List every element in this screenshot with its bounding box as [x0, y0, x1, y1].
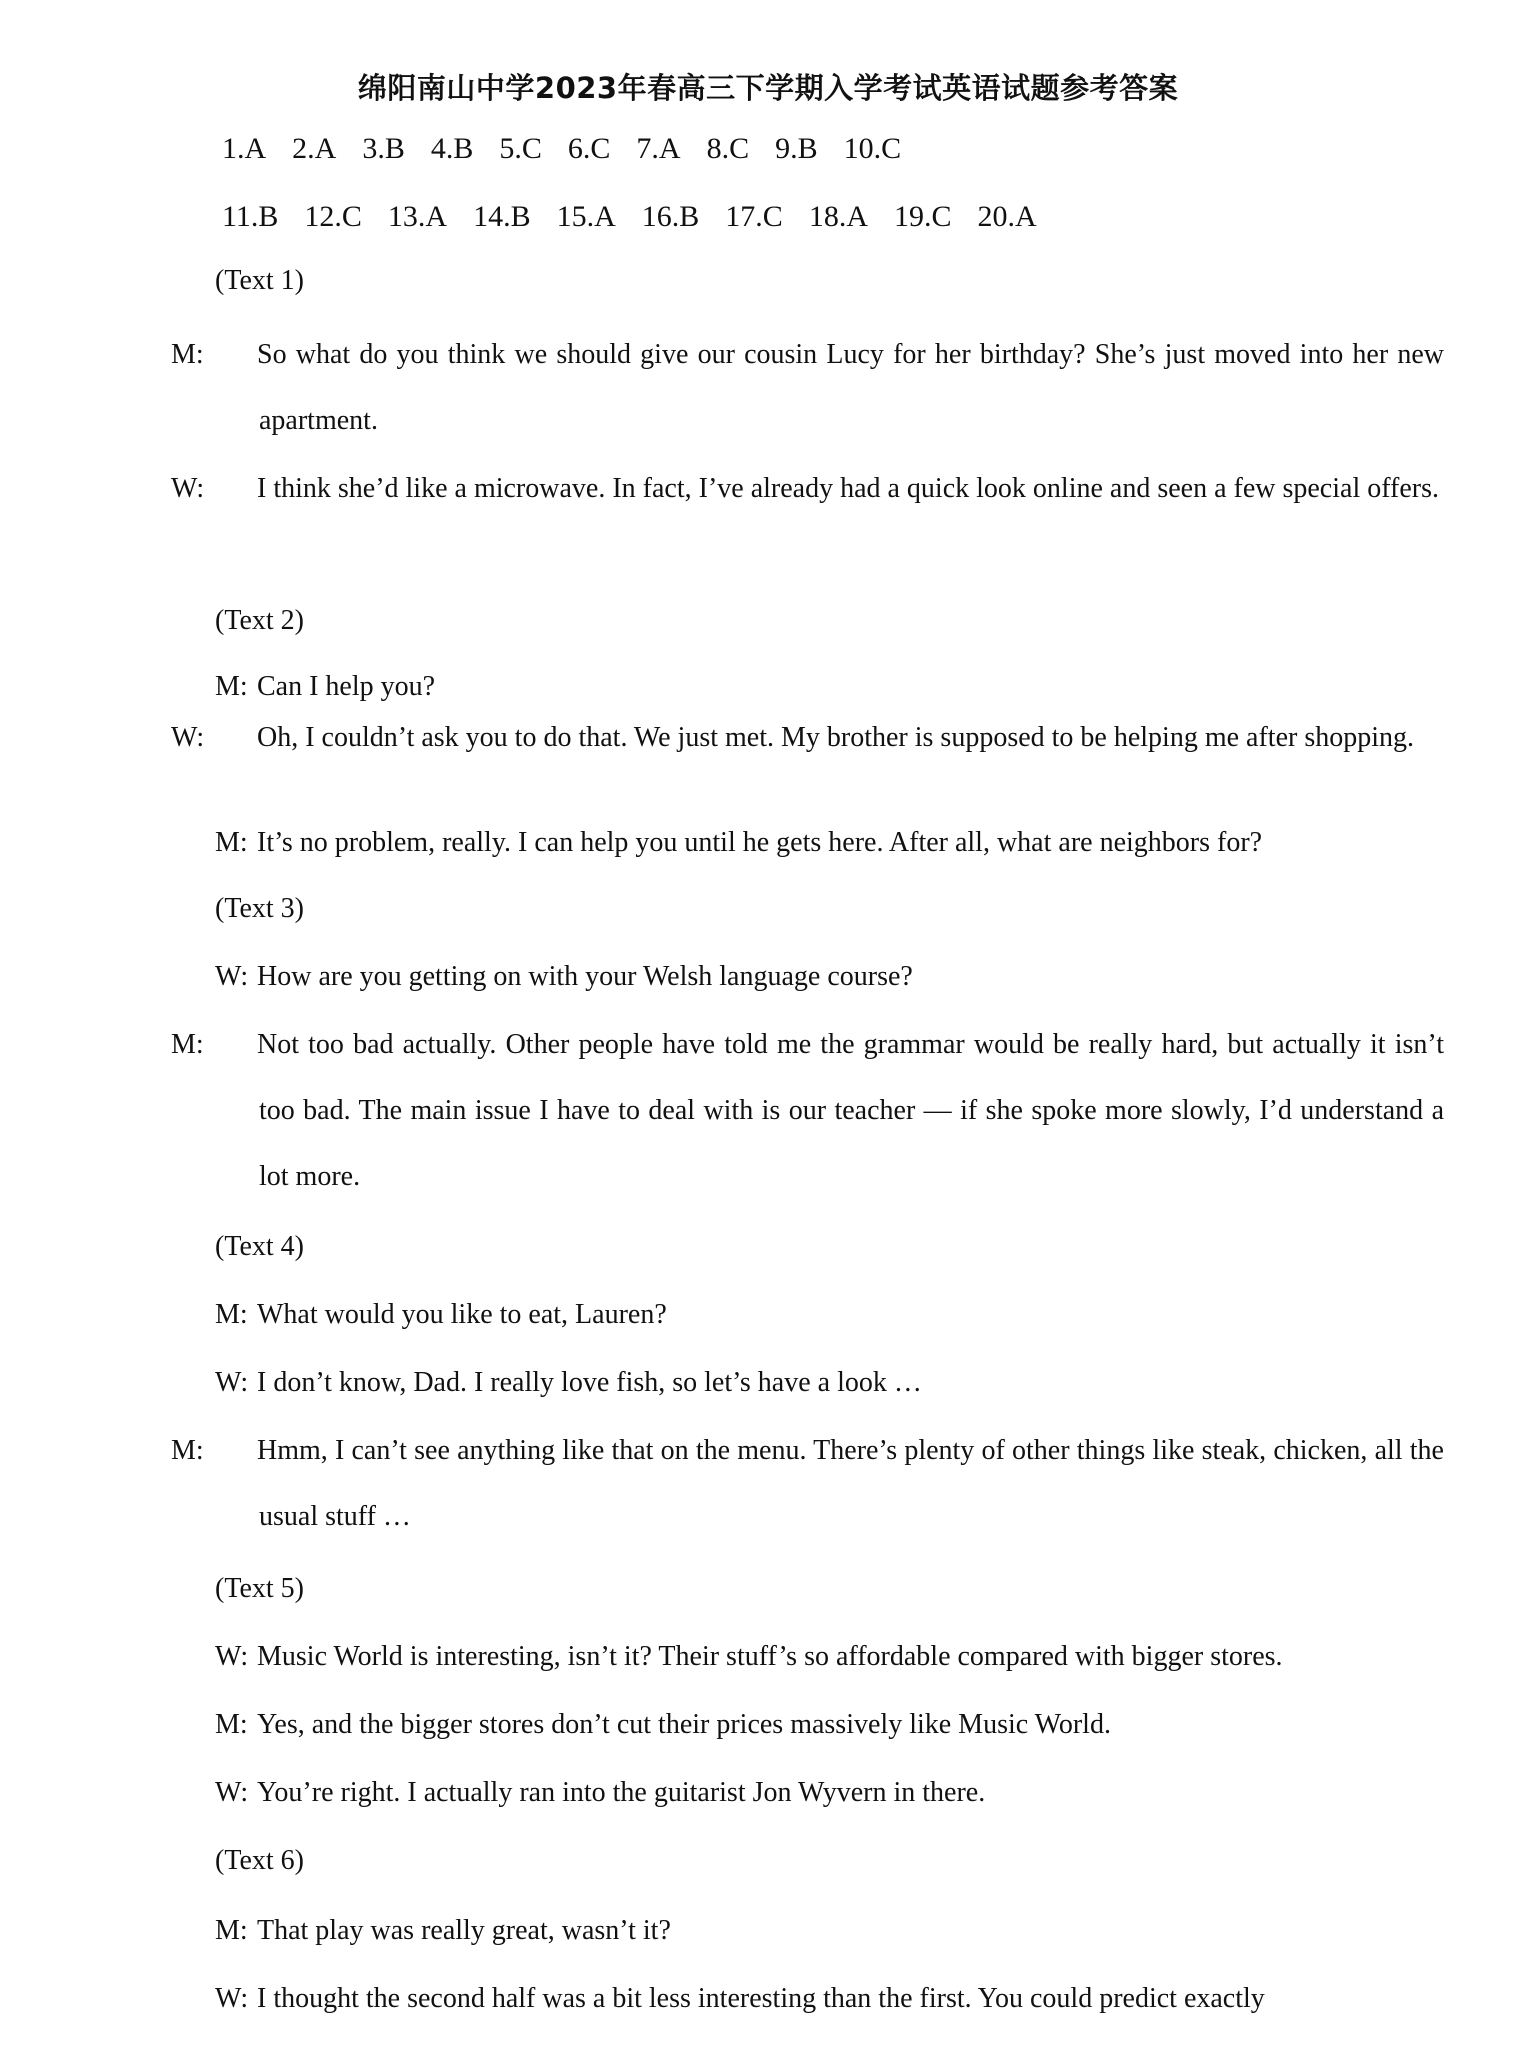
answer-item: 9.B	[775, 132, 818, 165]
speaker-label: W:	[215, 961, 249, 992]
dialogue-text: I don’t know, Dad. I really love fish, so let’s have a look …	[257, 1367, 922, 1398]
dialogue-line	[215, 1966, 1405, 2032]
section-label: (Text 5)	[215, 1573, 305, 1604]
answer-item: 8.C	[706, 132, 750, 165]
speaker-label: W:	[215, 1983, 249, 2014]
answer-item: 13.A	[387, 200, 448, 233]
speaker-label: W:	[171, 473, 205, 504]
speaker-label: W:	[215, 1367, 249, 1398]
dialogue-line	[215, 1760, 1405, 1826]
dialogue-line	[171, 456, 1444, 522]
speaker-label: M:	[215, 1709, 248, 1740]
dialogue-line	[215, 1282, 1405, 1348]
dialogue-line	[171, 322, 1444, 454]
dialogue-text: I thought the second half was a bit less interesting than the first. You could predict exactly	[257, 1983, 1265, 2014]
section-label: (Text 1)	[215, 265, 305, 296]
page-title: 绵阳南山中学2023年春高三下学期入学考试英语试题参考答案	[357, 71, 1179, 105]
answer-item: 16.B	[641, 200, 700, 233]
speaker-label: M:	[171, 1435, 204, 1466]
answer-item: 19.C	[893, 200, 952, 233]
dialogue-text: Oh, I couldn’t ask you to do that. We just met. My brother is supposed to be helping me after shopping.	[257, 722, 1414, 753]
speaker-label: M:	[215, 827, 248, 858]
speaker-label: W:	[171, 722, 205, 753]
answer-item: 3.B	[362, 132, 405, 165]
dialogue-text: Music World is interesting, isn’t it? Their stuff’s so affordable compared with bigger stores.	[257, 1641, 1283, 1672]
dialogue-text: What would you like to eat, Lauren?	[257, 1299, 667, 1330]
answer-item: 2.A	[292, 132, 337, 165]
answer-item: 11.B	[222, 200, 279, 233]
answer-item: 20.A	[977, 200, 1037, 233]
dialogue-line	[171, 1012, 1444, 1210]
dialogue-line	[215, 944, 1405, 1010]
section-label: (Text 3)	[215, 893, 305, 924]
answer-item: 18.A	[808, 200, 868, 233]
answer-item: 5.C	[499, 132, 542, 165]
dialogue-line	[215, 654, 1405, 720]
speaker-label: M:	[171, 1029, 204, 1060]
answer-item: 4.B	[430, 132, 474, 165]
dialogue-line	[215, 1350, 1405, 1416]
speaker-label: W:	[215, 1641, 249, 1672]
dialogue-text: That play was really great, wasn’t it?	[257, 1915, 671, 1946]
speaker-label: W:	[215, 1777, 249, 1808]
dialogue-text: You’re right. I actually ran into the guitarist Jon Wyvern in there.	[257, 1777, 986, 1808]
answers-row-2	[222, 200, 1063, 234]
dialogue-text: I think she’d like a microwave. In fact, I’ve already had a quick look online and seen a few special offers.	[257, 473, 1440, 504]
dialogue-line	[215, 1898, 1405, 1964]
dialogue-line	[215, 810, 1405, 876]
dialogue-line	[171, 1418, 1444, 1550]
answer-item: 1.A	[222, 132, 267, 165]
section-label: (Text 2)	[215, 605, 305, 636]
answer-item: 12.C	[304, 200, 362, 233]
answer-item: 10.C	[843, 132, 902, 165]
dialogue-text: Can I help you?	[257, 671, 436, 702]
answer-item: 17.C	[725, 200, 783, 233]
answer-item: 15.A	[556, 200, 616, 233]
answer-item: 7.A	[636, 132, 681, 165]
dialogue-text: So what do you think we should give our cousin Lucy for her birthday? She’s just moved into her new apartment.	[257, 339, 1444, 436]
answer-item: 14.B	[473, 200, 531, 233]
dialogue-text: How are you getting on with your Welsh language course?	[257, 961, 913, 992]
dialogue-line	[171, 716, 1444, 760]
dialogue-line	[215, 1692, 1405, 1758]
dialogue-line	[215, 1624, 1405, 1690]
answers-row-1	[222, 132, 927, 166]
dialogue-text: It’s no problem, really. I can help you until he gets here. After all, what are neighbors for?	[257, 827, 1263, 858]
section-label: (Text 6)	[215, 1845, 305, 1876]
dialogue-text: Not too bad actually. Other people have told me the grammar would be really hard, but actually it isn’t too bad. The main issue I have to deal with is our teacher — if she spoke more slowly, I’d understand a lot more.	[257, 1029, 1444, 1192]
section-label: (Text 4)	[215, 1231, 305, 1262]
answer-item: 6.C	[567, 132, 611, 165]
speaker-label: M:	[215, 1915, 248, 1946]
speaker-label: M:	[215, 671, 248, 702]
speaker-label: M:	[215, 1299, 248, 1330]
dialogue-text: Hmm, I can’t see anything like that on the menu. There’s plenty of other things like steak, chicken, all the usual stuff …	[257, 1435, 1444, 1532]
dialogue-text: Yes, and the bigger stores don’t cut their prices massively like Music World.	[257, 1709, 1111, 1740]
speaker-label: M:	[171, 339, 204, 370]
